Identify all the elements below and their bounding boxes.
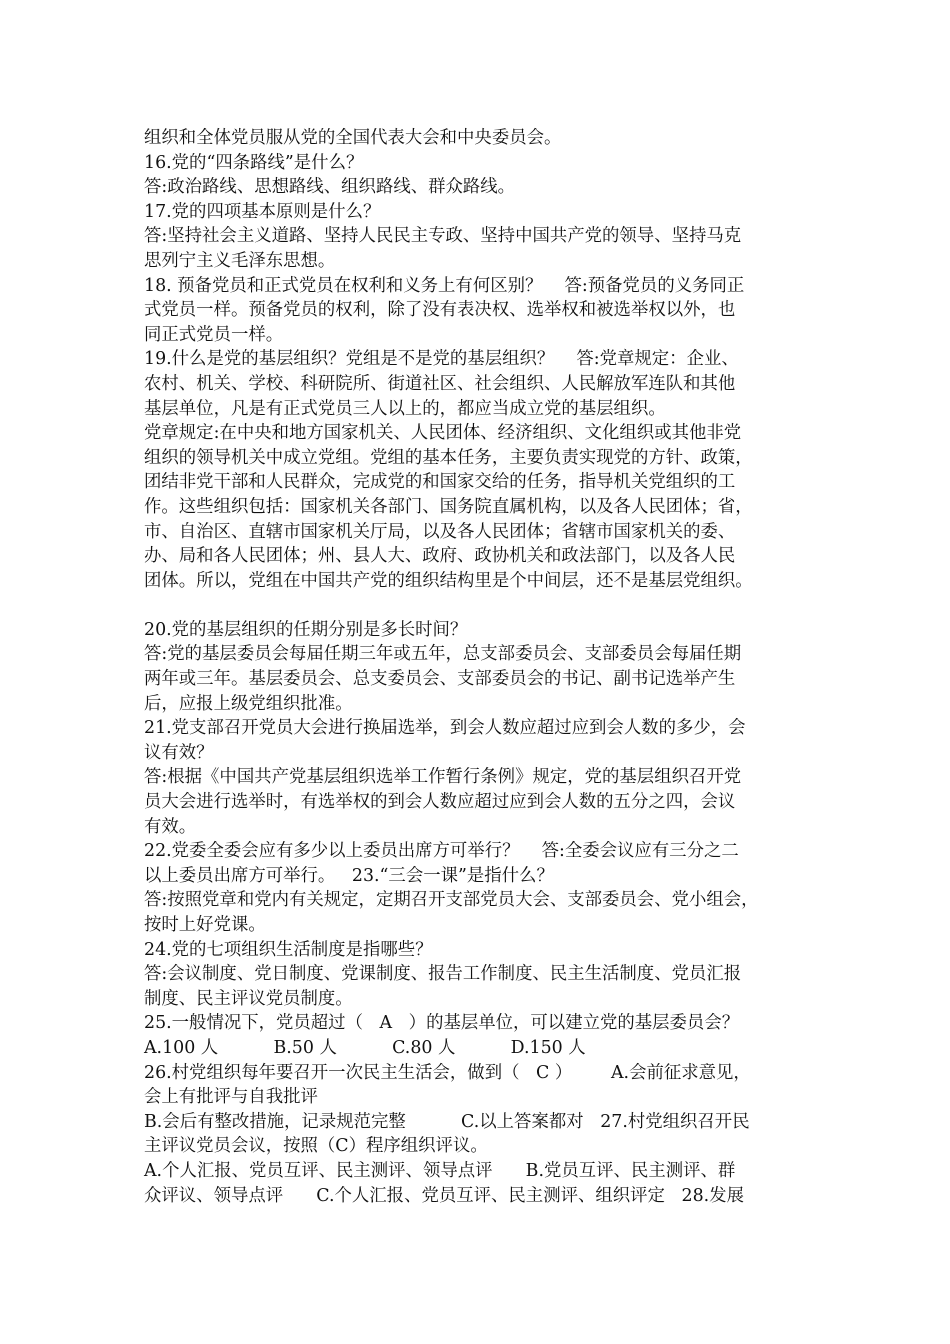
- text-line: 众评议、领导点评 C.个人汇报、党员互评、民主测评、组织评定 28.发展: [144, 1185, 744, 1206]
- text-line: 16.党的“四条路线”是什么？: [144, 152, 364, 173]
- text-line: 主评议党员会议，按照（C）程序组织评议。: [144, 1136, 488, 1157]
- text-line: 会上有批评与自我批评: [144, 1087, 318, 1108]
- text-line: 22.党委全委会应有多少以上委员出席方可举行？ 答:全委会议应有三分之二: [144, 841, 739, 862]
- text-line: 答:政治路线、思想路线、组织路线、群众路线。: [144, 177, 516, 198]
- text-line: 作。这些组织包括：国家机关各部门、国务院直属机构，以及各人民团体；省，: [144, 496, 753, 517]
- text-line: B.会后有整改措施，记录规范完整 C.以上答案都对 27.村党组织召开民: [144, 1111, 750, 1132]
- text-line: 26.村党组织每年要召开一次民主生活会，做到（ C ） A.会前征求意见，: [144, 1062, 751, 1083]
- text-line: 团结非党干部和人民群众，完成党的和国家交给的任务，指导机关党组织的工: [144, 472, 736, 493]
- text-line: 组织的领导机关中成立党组。党组的基本任务，主要负责实现党的方针、政策，: [144, 447, 753, 468]
- text-line: 答:按照党章和党内有关规定，定期召开支部党员大会、支部委员会、党小组会，: [144, 890, 759, 911]
- text-line: 基层单位，凡是有正式党员三人以上的，都应当成立党的基层组织。: [144, 398, 666, 419]
- text-line: 按时上好党课。: [144, 915, 266, 935]
- text-line: 答:会议制度、党日制度、党课制度、报告工作制度、民主生活制度、党员汇报: [144, 964, 742, 985]
- text-line: 有效。: [144, 816, 197, 837]
- text-line: 两年或三年。基层委员会、总支委员会、支部委员会的书记、副书记选举产生: [144, 669, 736, 690]
- text-line: A.个人汇报、党员互评、民主测评、领导点评 B.党员互评、民主测评、群: [144, 1160, 736, 1181]
- text-line: 24.党的七项组织生活制度是指哪些？: [144, 939, 433, 960]
- text-line: 制度、民主评议党员制度。: [144, 988, 353, 1009]
- text-line: 20.党的基层组织的任期分别是多长时间？: [144, 619, 468, 640]
- text-line: 党章规定:在中央和地方国家机关、人民团体、经济组织、文化组织或其他非党: [144, 423, 742, 444]
- blank-line: [144, 593, 824, 618]
- text-line: 思列宁主义毛泽东思想。: [144, 250, 336, 271]
- text-line: 以上委员出席方可举行。 23.“三会一课”是指什么？: [144, 865, 554, 886]
- text-line: 25.一般情况下，党员超过（ A ）的基层单位，可以建立党的基层委员会？: [144, 1013, 740, 1034]
- text-line: 市、自治区、直辖市国家机关厅局，以及各人民团体；省辖市国家机关的委、: [144, 521, 736, 542]
- text-line: 员大会进行选举时，有选举权的到会人数应超过应到会人数的五分之四，会议: [144, 792, 736, 813]
- text-line: 答:根据《中国共产党基层组织选举工作暂行条例》规定，党的基层组织召开党: [144, 767, 742, 788]
- document-body: [144, 126, 824, 1208]
- text-line: 办、局和各人民团体；州、县人大、政府、政协机关和政法部门，以及各人民: [144, 546, 736, 567]
- text-line: 19.什么是党的基层组织？党组是不是党的基层组织？ 答:党章规定：企业、: [144, 349, 739, 370]
- text-line: 答:党的基层委员会每届任期三年或五年，总支部委员会、支部委员会每届任期: [144, 644, 742, 665]
- text-line: 团体。所以，党组在中国共产党的组织结构里是个中间层，还不是基层党组织。: [144, 570, 753, 591]
- text-line: 议有效？: [144, 742, 214, 763]
- text-line: 农村、机关、学校、科研院所、街道社区、社会组织、人民解放军连队和其他: [144, 373, 736, 394]
- text-line: 后，应报上级党组织批准。: [144, 693, 353, 714]
- text-line: A.100 人 B.50 人 C.80 人 D.150 人: [144, 1037, 586, 1058]
- text-line: 18. 预备党员和正式党员在权利和义务上有何区别？ 答:预备党员的义务同正: [144, 275, 745, 296]
- text-line: 同正式党员一样。: [144, 324, 284, 345]
- text-line: 17.党的四项基本原则是什么？: [144, 201, 381, 222]
- text-line: 组织和全体党员服从党的全国代表大会和中央委员会。: [144, 128, 562, 148]
- text-line: 式党员一样。预备党员的权利，除了没有表决权、选举权和被选举权以外，也: [144, 300, 736, 321]
- text-line: 答:坚持社会主义道路、坚持人民民主专政、坚持中国共产党的领导、坚持马克: [144, 226, 742, 247]
- text-line: 21.党支部召开党员大会进行换届选举，到会人数应超过应到会人数的多少，会: [144, 718, 746, 739]
